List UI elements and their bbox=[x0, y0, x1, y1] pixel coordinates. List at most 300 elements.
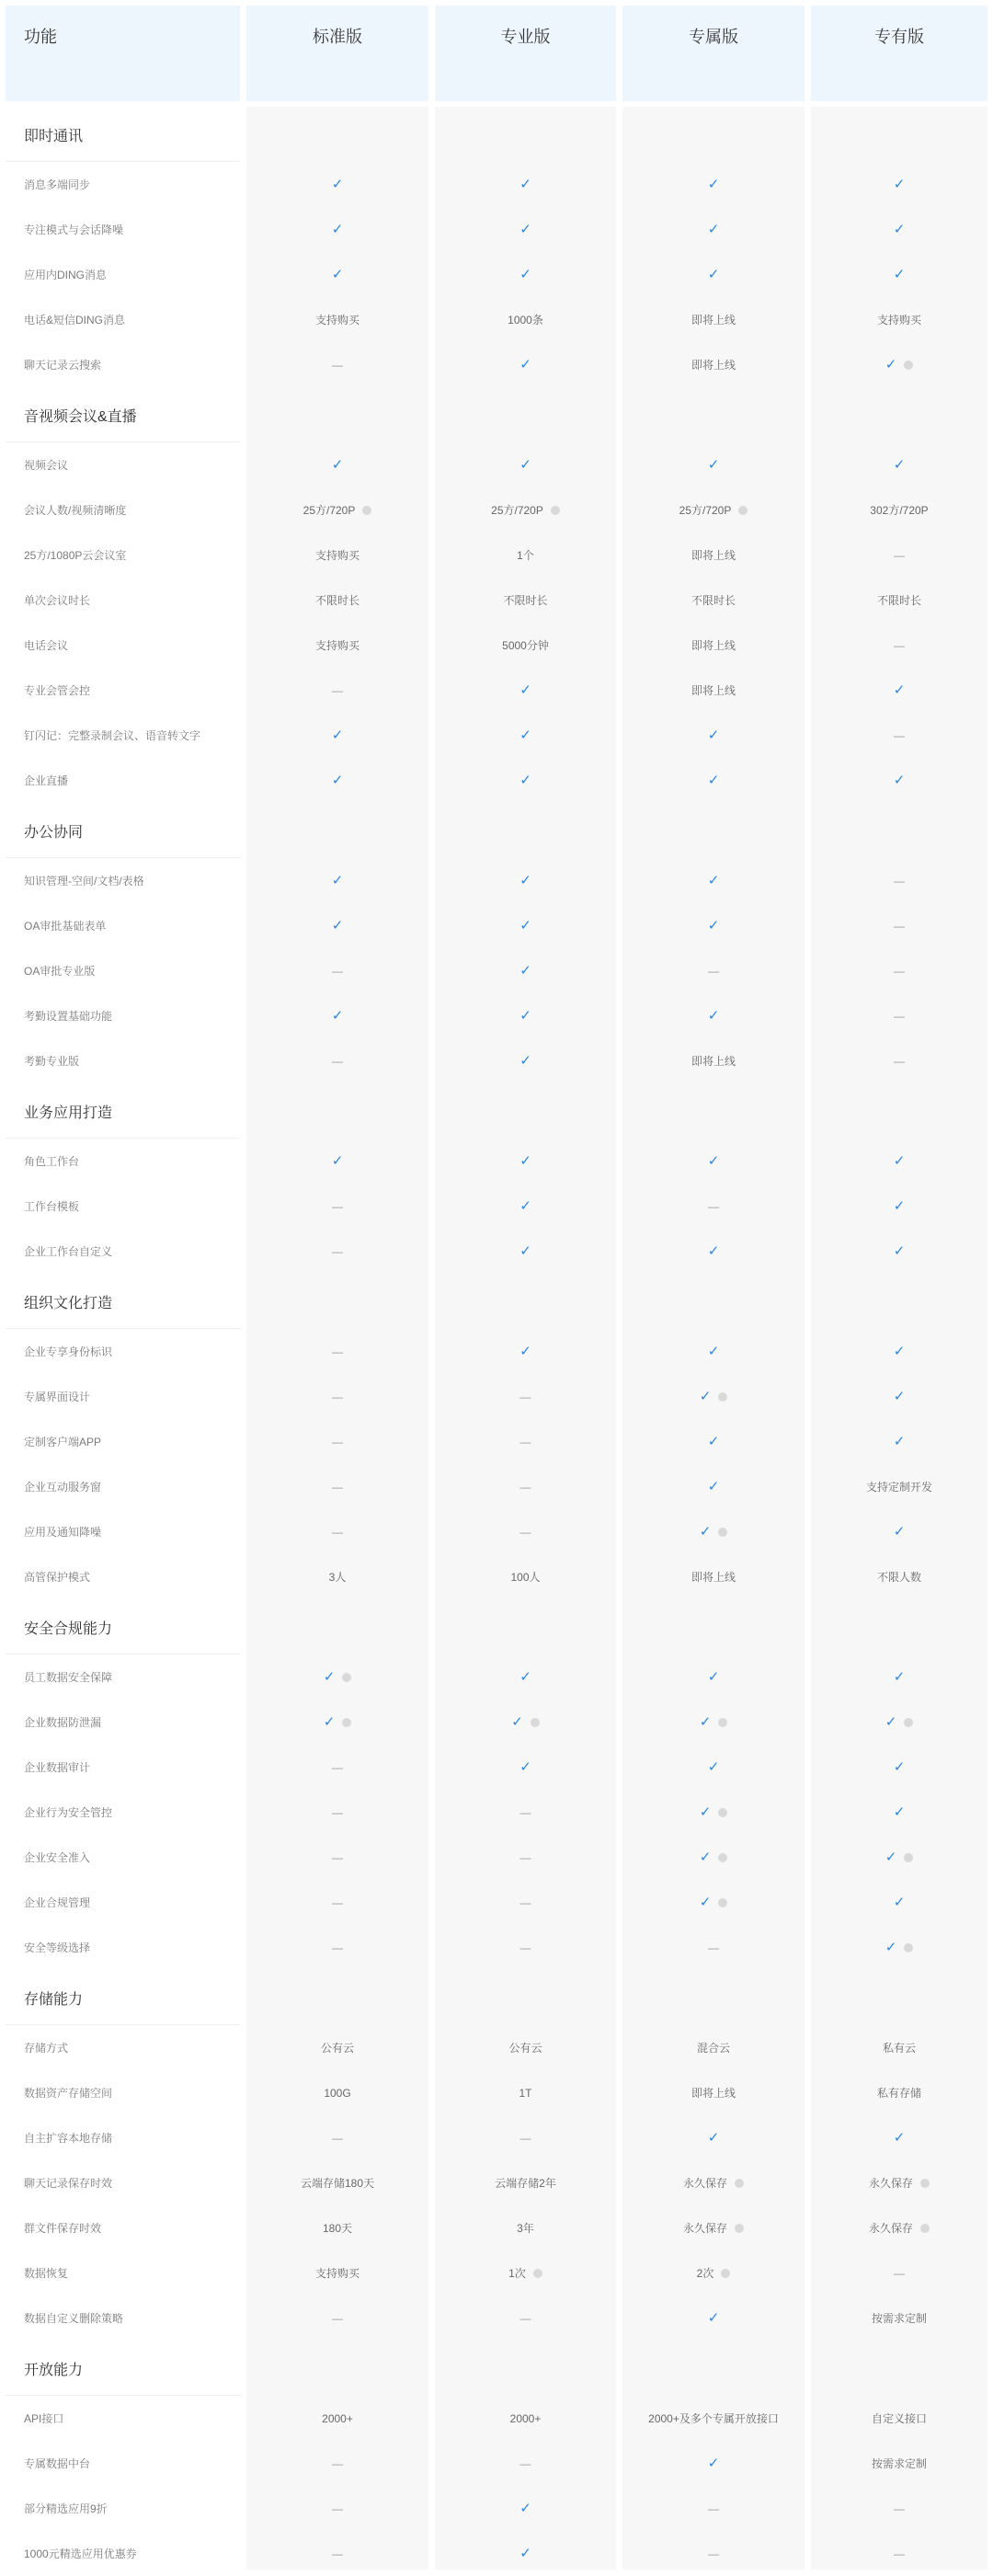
value-text: 2000+ bbox=[322, 2411, 353, 2425]
plan-cell-exclusive bbox=[622, 903, 805, 948]
value-text: 即将上线 bbox=[691, 1571, 736, 1584]
feature-label: 专属界面设计 bbox=[24, 1391, 91, 1403]
plan-cell-professional bbox=[435, 487, 616, 532]
check-icon: ✓ bbox=[707, 1344, 720, 1359]
value-text: 不限时长 bbox=[314, 594, 360, 607]
plan-cell-exclusive bbox=[622, 2441, 805, 2486]
check-icon: ✓ bbox=[699, 1804, 712, 1820]
plan-cell-standard bbox=[246, 1554, 428, 1599]
plan-cell-professional bbox=[435, 713, 616, 758]
plan-cell-exclusive bbox=[622, 1745, 805, 1790]
info-dot-icon[interactable] bbox=[920, 2179, 930, 2188]
plan-cell-exclusive bbox=[622, 2160, 805, 2205]
not-available-dash: — bbox=[708, 964, 719, 978]
plan-cell-professional bbox=[435, 1509, 616, 1554]
value-text: 支持购买 bbox=[314, 549, 360, 562]
info-dot-icon[interactable] bbox=[718, 1528, 727, 1537]
info-dot-icon[interactable] bbox=[735, 2179, 744, 2188]
plan-cell-professional bbox=[435, 1835, 616, 1880]
check-icon: ✓ bbox=[885, 1714, 897, 1730]
plan-cell-exclusive bbox=[622, 297, 805, 342]
check-icon: ✓ bbox=[893, 177, 906, 192]
check-icon: ✓ bbox=[707, 2310, 720, 2326]
check-icon: ✓ bbox=[893, 682, 906, 698]
plan-cell-exclusive bbox=[622, 1700, 805, 1745]
check-icon: ✓ bbox=[707, 222, 720, 237]
value-text: 100人 bbox=[510, 1571, 541, 1584]
plan-cell-private bbox=[811, 1509, 987, 1554]
plan-cell-professional bbox=[435, 2296, 616, 2341]
feature-label: 企业行为安全管控 bbox=[24, 1806, 113, 1819]
feature-label: 考勤专业版 bbox=[24, 1055, 80, 1068]
plan-cell-private bbox=[811, 2296, 987, 2341]
plan-cell-professional bbox=[435, 1554, 616, 1599]
plan-cell-standard bbox=[246, 442, 428, 487]
plan-cell-professional bbox=[435, 2160, 616, 2205]
plan-cell-standard bbox=[246, 1745, 428, 1790]
plan-cell-private bbox=[811, 2396, 987, 2441]
plan-cell-standard bbox=[246, 1790, 428, 1835]
value-text: 即将上线 bbox=[691, 359, 736, 372]
plan-cell-professional bbox=[435, 578, 616, 623]
plan-cell-private bbox=[811, 252, 987, 297]
plan-cell-exclusive bbox=[622, 2486, 805, 2531]
value-text: 公有云 bbox=[320, 2042, 354, 2055]
plan-cell-standard bbox=[246, 1038, 428, 1083]
check-icon: ✓ bbox=[707, 1153, 720, 1169]
check-icon: ✓ bbox=[511, 1714, 523, 1730]
not-available-dash: — bbox=[332, 1760, 343, 1774]
check-icon: ✓ bbox=[331, 267, 344, 282]
plan-cell-professional bbox=[435, 2025, 616, 2070]
plan-cell-exclusive bbox=[622, 1419, 805, 1464]
info-dot-icon[interactable] bbox=[904, 361, 913, 370]
not-available-dash: — bbox=[332, 1805, 343, 1819]
plan-cell-standard bbox=[246, 532, 428, 578]
plan-cell-professional bbox=[435, 903, 616, 948]
plan-cell-exclusive bbox=[622, 1139, 805, 1184]
check-icon: ✓ bbox=[519, 2501, 531, 2516]
not-available-dash: — bbox=[894, 1009, 905, 1023]
plan-cell-standard bbox=[246, 2160, 428, 2205]
plan-cell-exclusive bbox=[622, 1925, 805, 1970]
info-dot-icon[interactable] bbox=[718, 1853, 727, 1862]
check-icon: ✓ bbox=[893, 1524, 906, 1540]
plan-cell-private bbox=[811, 1554, 987, 1599]
plan-cell-exclusive bbox=[622, 668, 805, 713]
plan-cell-private bbox=[811, 1880, 987, 1925]
not-available-dash: — bbox=[519, 2131, 531, 2145]
plan-cell-exclusive bbox=[622, 2531, 805, 2576]
plan-cell-standard bbox=[246, 858, 428, 903]
value-text: 即将上线 bbox=[691, 2087, 736, 2100]
plan-cell-standard bbox=[246, 578, 428, 623]
value-text: 不限时长 bbox=[503, 594, 548, 607]
plan-cell-standard bbox=[246, 1509, 428, 1554]
feature-label: 聊天记录云搜索 bbox=[24, 359, 102, 372]
value-text: 公有云 bbox=[508, 2042, 542, 2055]
plan-cell-standard bbox=[246, 2070, 428, 2115]
check-icon: ✓ bbox=[519, 727, 531, 743]
not-available-dash: — bbox=[894, 919, 905, 933]
info-dot-icon[interactable] bbox=[718, 1898, 727, 1907]
value-text: 1个 bbox=[517, 549, 534, 562]
plan-cell-professional bbox=[435, 668, 616, 713]
not-available-dash: — bbox=[332, 683, 343, 697]
not-available-dash: — bbox=[332, 2502, 343, 2515]
value-text: 1T bbox=[519, 2086, 532, 2100]
value-text: 25方/720P bbox=[679, 504, 732, 517]
plan-cell-private bbox=[811, 623, 987, 668]
plan-cell-private bbox=[811, 1790, 987, 1835]
plan-cell-standard bbox=[246, 1700, 428, 1745]
value-text: 1次 bbox=[508, 2267, 526, 2280]
check-icon: ✓ bbox=[519, 1759, 531, 1775]
feature-label: 应用及通知降噪 bbox=[24, 1526, 102, 1539]
check-icon: ✓ bbox=[519, 918, 531, 933]
not-available-dash: — bbox=[332, 1435, 343, 1448]
plan-cell-standard bbox=[246, 2025, 428, 2070]
plan-cell-exclusive bbox=[622, 2205, 805, 2250]
feature-label: 角色工作台 bbox=[24, 1155, 80, 1168]
plan-cell-professional bbox=[435, 2115, 616, 2160]
check-icon: ✓ bbox=[519, 357, 531, 372]
check-icon: ✓ bbox=[893, 1344, 906, 1359]
plan-cell-professional bbox=[435, 2486, 616, 2531]
plan-cell-exclusive bbox=[622, 342, 805, 387]
feature-label: 员工数据安全保障 bbox=[24, 1671, 113, 1684]
feature-label: 电话会议 bbox=[24, 639, 69, 652]
value-text: 不限时长 bbox=[876, 594, 921, 607]
value-text: 302方/720P bbox=[870, 504, 929, 517]
plan-cell-standard bbox=[246, 1229, 428, 1274]
value-text: 永久保存 bbox=[682, 2222, 727, 2235]
info-dot-icon[interactable] bbox=[904, 1853, 913, 1862]
value-text: 云端存储180天 bbox=[300, 2177, 375, 2190]
not-available-dash: — bbox=[332, 1199, 343, 1213]
feature-label: 知识管理-空间/文档/表格 bbox=[24, 875, 144, 887]
value-text: 2000+及多个专属开放接口 bbox=[648, 2412, 779, 2425]
check-icon: ✓ bbox=[699, 1714, 712, 1730]
check-icon: ✓ bbox=[707, 873, 720, 888]
check-icon: ✓ bbox=[893, 267, 906, 282]
plan-cell-professional bbox=[435, 1925, 616, 1970]
section-title: 即时通讯 bbox=[24, 128, 84, 144]
feature-column-header bbox=[6, 6, 240, 101]
plan-cell-exclusive bbox=[622, 578, 805, 623]
not-available-dash: — bbox=[519, 1435, 531, 1448]
plan-cell-private bbox=[811, 1745, 987, 1790]
check-icon: ✓ bbox=[707, 1243, 720, 1259]
value-text: 支持购买 bbox=[314, 639, 360, 652]
not-available-dash: — bbox=[519, 1390, 531, 1403]
plan-cell-professional bbox=[435, 993, 616, 1038]
plan-cell-standard bbox=[246, 1139, 428, 1184]
check-icon: ✓ bbox=[707, 918, 720, 933]
value-text: 即将上线 bbox=[691, 639, 736, 652]
plan-cell-professional bbox=[435, 1229, 616, 1274]
info-dot-icon[interactable] bbox=[531, 1718, 540, 1727]
section-title: 组织文化打造 bbox=[24, 1295, 113, 1311]
not-available-dash: — bbox=[894, 2266, 905, 2280]
plan-cell-standard bbox=[246, 1419, 428, 1464]
feature-column-title: 功能 bbox=[24, 28, 57, 46]
check-icon: ✓ bbox=[893, 1243, 906, 1259]
plan-cell-private bbox=[811, 668, 987, 713]
plan-cell-private bbox=[811, 1184, 987, 1229]
value-text: 私有云 bbox=[882, 2042, 916, 2055]
check-icon: ✓ bbox=[707, 177, 720, 192]
check-icon: ✓ bbox=[707, 1669, 720, 1685]
plan-cell-professional bbox=[435, 858, 616, 903]
info-dot-icon[interactable] bbox=[718, 1718, 727, 1727]
check-icon: ✓ bbox=[699, 1389, 712, 1404]
not-available-dash: — bbox=[708, 2502, 719, 2515]
plan-cell-standard bbox=[246, 2296, 428, 2341]
check-icon: ✓ bbox=[519, 1344, 531, 1359]
plan-header-standard bbox=[246, 6, 428, 101]
feature-label: 企业工作台自定义 bbox=[24, 1245, 113, 1258]
check-icon: ✓ bbox=[885, 357, 897, 372]
not-available-dash: — bbox=[894, 638, 905, 652]
plan-cell-standard bbox=[246, 252, 428, 297]
plan-cell-private bbox=[811, 993, 987, 1038]
plan-cell-standard bbox=[246, 2115, 428, 2160]
info-dot-icon[interactable] bbox=[735, 2224, 744, 2233]
check-icon: ✓ bbox=[331, 457, 344, 473]
check-icon: ✓ bbox=[893, 222, 906, 237]
check-icon: ✓ bbox=[699, 1524, 712, 1540]
not-available-dash: — bbox=[894, 728, 905, 742]
not-available-dash: — bbox=[332, 2311, 343, 2325]
check-icon: ✓ bbox=[519, 1198, 531, 1214]
plan-cell-standard bbox=[246, 487, 428, 532]
info-dot-icon[interactable] bbox=[533, 2269, 542, 2278]
not-available-dash: — bbox=[894, 874, 905, 887]
plan-cell-exclusive bbox=[622, 442, 805, 487]
info-dot-icon[interactable] bbox=[904, 1943, 913, 1952]
not-available-dash: — bbox=[894, 548, 905, 562]
not-available-dash: — bbox=[894, 964, 905, 978]
feature-label: 工作台模板 bbox=[24, 1200, 80, 1213]
not-available-dash: — bbox=[894, 1054, 905, 1068]
check-icon: ✓ bbox=[885, 1940, 897, 1955]
plan-cell-private bbox=[811, 1419, 987, 1464]
check-icon: ✓ bbox=[699, 1895, 712, 1910]
value-text: 即将上线 bbox=[691, 1055, 736, 1068]
not-available-dash: — bbox=[894, 2547, 905, 2560]
plan-cell-exclusive bbox=[622, 2250, 805, 2296]
info-dot-icon[interactable] bbox=[904, 1718, 913, 1727]
plan-cell-exclusive bbox=[622, 858, 805, 903]
plan-cell-professional bbox=[435, 1790, 616, 1835]
check-icon: ✓ bbox=[519, 222, 531, 237]
plan-cell-exclusive bbox=[622, 2115, 805, 2160]
check-icon: ✓ bbox=[519, 1243, 531, 1259]
plan-cell-professional bbox=[435, 758, 616, 803]
plan-cell-exclusive bbox=[622, 162, 805, 207]
plan-cell-private bbox=[811, 2115, 987, 2160]
plan-cell-professional bbox=[435, 1419, 616, 1464]
plan-cell-standard bbox=[246, 2250, 428, 2296]
value-text: 支持购买 bbox=[314, 2267, 360, 2280]
plan-cell-private bbox=[811, 487, 987, 532]
check-icon: ✓ bbox=[331, 1153, 344, 1169]
feature-label: 企业专享身份标识 bbox=[24, 1345, 113, 1358]
check-icon: ✓ bbox=[519, 457, 531, 473]
plan-cell-professional bbox=[435, 1700, 616, 1745]
value-text: 不限人数 bbox=[876, 1571, 921, 1584]
not-available-dash: — bbox=[332, 1054, 343, 1068]
value-text: 即将上线 bbox=[691, 684, 736, 697]
plan-cell-private bbox=[811, 1038, 987, 1083]
value-text: 支持购买 bbox=[876, 314, 921, 326]
plan-cell-exclusive bbox=[622, 1038, 805, 1083]
feature-label: 聊天记录保存时效 bbox=[24, 2177, 113, 2190]
plan-cell-standard bbox=[246, 162, 428, 207]
plan-cell-private bbox=[811, 1464, 987, 1509]
plan-cell-professional bbox=[435, 207, 616, 252]
value-text: 支持定制开发 bbox=[865, 1481, 932, 1494]
value-text: 25方/720P bbox=[302, 504, 356, 517]
plan-cell-exclusive bbox=[622, 948, 805, 993]
info-dot-icon[interactable] bbox=[342, 1673, 351, 1682]
not-available-dash: — bbox=[332, 1941, 343, 1954]
plan-cell-private bbox=[811, 2025, 987, 2070]
plan-cell-standard bbox=[246, 2531, 428, 2576]
plan-cell-exclusive bbox=[622, 207, 805, 252]
info-dot-icon[interactable] bbox=[718, 1392, 727, 1402]
plan-name: 专属版 bbox=[689, 28, 738, 46]
plan-cell-standard bbox=[246, 758, 428, 803]
feature-label: 钉闪记：完整录制会议、语音转文字 bbox=[24, 729, 201, 742]
info-dot-icon[interactable] bbox=[718, 1808, 727, 1817]
value-text: 1000条 bbox=[508, 314, 543, 326]
not-available-dash: — bbox=[519, 1895, 531, 1909]
check-icon: ✓ bbox=[323, 1669, 336, 1685]
plan-cell-exclusive bbox=[622, 1229, 805, 1274]
feature-label: 消息多端同步 bbox=[24, 178, 91, 191]
plan-cell-professional bbox=[435, 1654, 616, 1700]
plan-cell-exclusive bbox=[622, 993, 805, 1038]
plan-cell-professional bbox=[435, 1329, 616, 1374]
plan-cell-professional bbox=[435, 162, 616, 207]
plan-cell-exclusive bbox=[622, 2025, 805, 2070]
info-dot-icon[interactable] bbox=[920, 2224, 930, 2233]
check-icon: ✓ bbox=[707, 267, 720, 282]
plan-cell-standard bbox=[246, 1654, 428, 1700]
feature-label: 企业互动服务窗 bbox=[24, 1481, 102, 1494]
plan-cell-professional bbox=[435, 948, 616, 993]
section-title: 开放能力 bbox=[24, 2362, 84, 2378]
check-icon: ✓ bbox=[707, 727, 720, 743]
check-icon: ✓ bbox=[519, 682, 531, 698]
section-title: 音视频会议&直播 bbox=[24, 408, 137, 425]
plan-cell-standard bbox=[246, 1925, 428, 1970]
plan-cell-private bbox=[811, 1835, 987, 1880]
value-text: 3年 bbox=[517, 2222, 534, 2235]
check-icon: ✓ bbox=[893, 1389, 906, 1404]
check-icon: ✓ bbox=[519, 963, 531, 979]
value-text: 私有存储 bbox=[876, 2087, 921, 2100]
plan-cell-exclusive bbox=[622, 1184, 805, 1229]
plan-cell-standard bbox=[246, 668, 428, 713]
plan-cell-private bbox=[811, 948, 987, 993]
check-icon: ✓ bbox=[885, 1849, 897, 1865]
value-text: 自定义接口 bbox=[871, 2412, 927, 2425]
feature-label: OA审批专业版 bbox=[24, 965, 96, 978]
not-available-dash: — bbox=[894, 2502, 905, 2515]
plan-cell-standard bbox=[246, 2205, 428, 2250]
plan-cell-professional bbox=[435, 2250, 616, 2296]
value-text: 100G bbox=[324, 2086, 351, 2100]
feature-label: 考勤设置基础功能 bbox=[24, 1010, 113, 1023]
plan-cell-standard bbox=[246, 903, 428, 948]
not-available-dash: — bbox=[708, 2547, 719, 2560]
check-icon: ✓ bbox=[519, 1053, 531, 1069]
feature-label: 数据自定义删除策略 bbox=[24, 2312, 124, 2325]
not-available-dash: — bbox=[332, 964, 343, 978]
plan-cell-private bbox=[811, 532, 987, 578]
info-dot-icon[interactable] bbox=[721, 2269, 730, 2278]
plan-name: 标准版 bbox=[313, 28, 362, 46]
section-title: 办公协同 bbox=[24, 824, 84, 841]
check-icon: ✓ bbox=[519, 267, 531, 282]
check-icon: ✓ bbox=[893, 773, 906, 788]
plan-cell-exclusive bbox=[622, 1790, 805, 1835]
feature-label: 自主扩容本地存储 bbox=[24, 2132, 113, 2145]
not-available-dash: — bbox=[519, 1525, 531, 1539]
feature-label: 电话&短信DING消息 bbox=[24, 314, 126, 326]
value-text: 2次 bbox=[696, 2267, 714, 2280]
plan-cell-exclusive bbox=[622, 623, 805, 668]
plan-cell-private bbox=[811, 858, 987, 903]
plan-cell-standard bbox=[246, 297, 428, 342]
plan-cell-professional bbox=[435, 623, 616, 668]
check-icon: ✓ bbox=[519, 2546, 531, 2561]
plan-cell-private bbox=[811, 758, 987, 803]
plan-cell-exclusive bbox=[622, 1654, 805, 1700]
check-icon: ✓ bbox=[707, 1434, 720, 1449]
value-text: 即将上线 bbox=[691, 549, 736, 562]
plan-cell-professional bbox=[435, 1880, 616, 1925]
plan-cell-professional bbox=[435, 2396, 616, 2441]
plan-cell-exclusive bbox=[622, 487, 805, 532]
plan-cell-professional bbox=[435, 1745, 616, 1790]
check-icon: ✓ bbox=[331, 1008, 344, 1024]
feature-label: 企业数据防泄漏 bbox=[24, 1716, 102, 1729]
info-dot-icon[interactable] bbox=[362, 506, 371, 515]
feature-label: 专注模式与会话降噪 bbox=[24, 223, 124, 236]
not-available-dash: — bbox=[332, 2131, 343, 2145]
not-available-dash: — bbox=[519, 1941, 531, 1954]
plan-cell-standard bbox=[246, 623, 428, 668]
check-icon: ✓ bbox=[707, 2456, 720, 2471]
info-dot-icon[interactable] bbox=[342, 1718, 351, 1727]
not-available-dash: — bbox=[708, 1199, 719, 1213]
plan-cell-private bbox=[811, 2250, 987, 2296]
check-icon: ✓ bbox=[699, 1849, 712, 1865]
plan-cell-standard bbox=[246, 342, 428, 387]
plan-cell-private bbox=[811, 1374, 987, 1419]
value-text: 支持购买 bbox=[314, 314, 360, 326]
plan-cell-private bbox=[811, 1139, 987, 1184]
info-dot-icon[interactable] bbox=[551, 506, 560, 515]
check-icon: ✓ bbox=[331, 222, 344, 237]
feature-label: 企业安全准入 bbox=[24, 1851, 91, 1864]
info-dot-icon[interactable] bbox=[738, 506, 748, 515]
feature-label: 会议人数/视频清晰度 bbox=[24, 504, 127, 517]
